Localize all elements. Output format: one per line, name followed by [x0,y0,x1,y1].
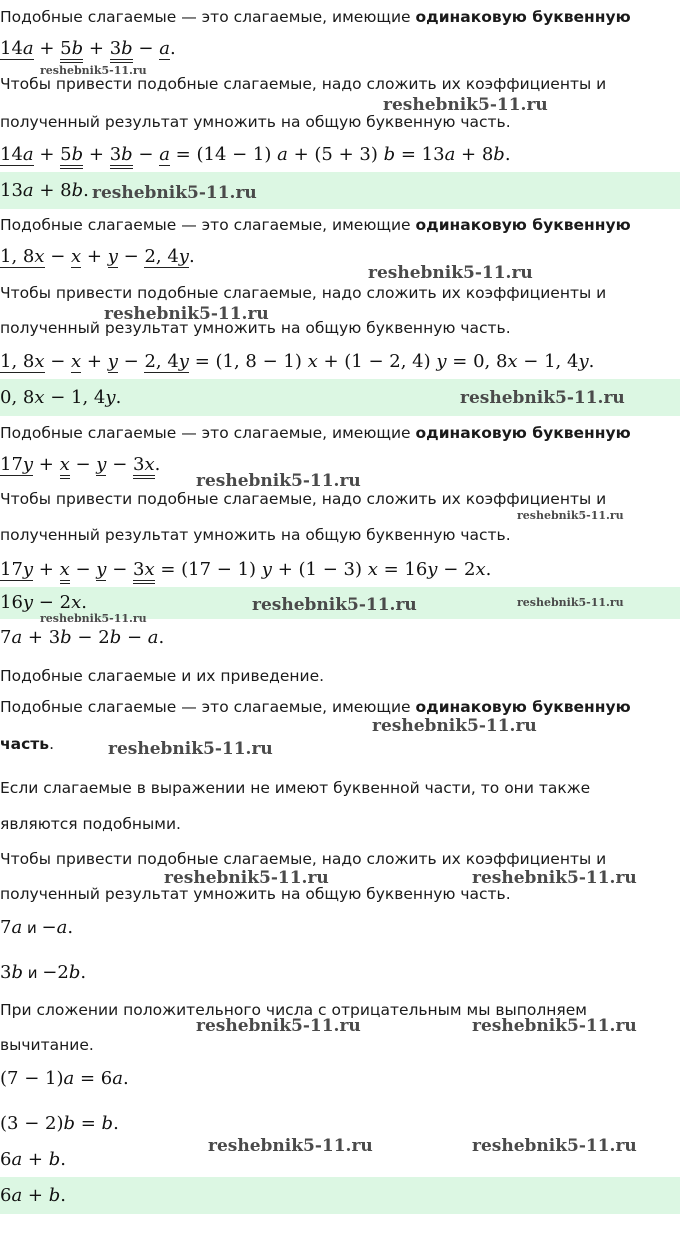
answer-box: 0, 8x − 1, 4y. [0,379,680,416]
expression: 1, 8x − x + y − 2, 4y. [0,246,195,267]
solution-expression: 17y + x − y − 3x = (17 − 1) y + (1 − 3) x = 16y − 2x. [0,557,680,583]
solution-expression: 1, 8x − x + y − 2, 4y = (1, 8 − 1) x + (1 − 2, 4) y = 0, 8x − 1, 4y. [0,351,595,372]
watermark: reshebnik5-11.ru [92,183,257,203]
expression: 14a + 5b + 3b − a. [0,36,680,62]
watermark: reshebnik5-11.ru [104,304,269,324]
watermark: reshebnik5-11.ru [368,263,533,283]
expression: 17y + x − y − 3x. [0,452,680,478]
watermark: reshebnik5-11.ru [252,595,417,615]
like-terms-pair-b: 3b и −2b. [0,962,87,983]
watermark: reshebnik5-11.ru [40,612,147,625]
rule-text-line2: полученный результат умножить на общую буквенную часть. [0,885,511,903]
definition-text: Подобные слагаемые — это слагаемые, имеющие одинаковую буквенную [0,216,631,234]
watermark: reshebnik5-11.ru [40,64,147,77]
definition-text: Подобные слагаемые — это слагаемые, имеющие одинаковую буквенную [0,698,631,716]
watermark: reshebnik5-11.ru [196,471,361,491]
watermark: reshebnik5-11.ru [517,509,624,522]
definition-text: Подобные слагаемые — это слагаемые, имеющие одинаковую буквенную [0,8,631,26]
watermark: reshebnik5-11.ru [472,1016,637,1036]
rule-text-line1: Чтобы привести подобные слагаемые, надо сложить их коэффициенты и [0,284,607,302]
watermark: reshebnik5-11.ru [472,868,637,888]
like-terms-pair-a: 7a и −a. [0,917,74,938]
calc-b: (3 − 2)b = b. [0,1113,119,1134]
rule-text-line1: Чтобы привести подобные слагаемые, надо сложить их коэффициенты и [0,850,607,868]
subtraction-note-line1: При сложении положительного числа с отрицательным мы выполняем [0,1001,587,1019]
note-text-line2: являются подобными. [0,815,181,833]
watermark: reshebnik5-11.ru [383,95,548,115]
watermark: reshebnik5-11.ru [472,1136,637,1156]
result-expression: 6a + b. [0,1149,66,1170]
answer-box: 13a + 8b. [0,172,680,209]
task-expression: 7a + 3b − 2b − a. [0,627,165,648]
watermark: reshebnik5-11.ru [517,596,624,609]
watermark: reshebnik5-11.ru [164,868,329,888]
calc-a: (7 − 1)a = 6a. [0,1068,129,1089]
watermark: reshebnik5-11.ru [196,1016,361,1036]
note-text-line1: Если слагаемые в выражении не имеют буквенной части, то они также [0,779,591,797]
rule-text-line1: Чтобы привести подобные слагаемые, надо сложить их коэффициенты и [0,490,607,508]
watermark: reshebnik5-11.ru [208,1136,373,1156]
rule-text-line1: Чтобы привести подобные слагаемые, надо сложить их коэффициенты и [0,75,607,93]
rule-text-line2: полученный результат умножить на общую буквенную часть. [0,319,511,337]
subtraction-note-line2: вычитание. [0,1036,94,1054]
answer-box: 16y − 2x. [0,587,680,619]
solution-expression: 14a + 5b + 3b − a = (14 − 1) a + (5 + 3) b = 13a + 8b. [0,142,680,168]
watermark: reshebnik5-11.ru [108,739,273,759]
watermark: reshebnik5-11.ru [372,716,537,736]
definition-text: Подобные слагаемые — это слагаемые, имеющие одинаковую буквенную [0,424,631,442]
watermark: reshebnik5-11.ru [460,388,625,408]
rule-text-line2: полученный результат умножить на общую буквенную часть. [0,113,511,131]
rule-text-line2: полученный результат умножить на общую буквенную часть. [0,526,511,544]
answer-box: 6a + b. [0,1177,680,1214]
definition-text-end: часть. [0,735,55,753]
section-heading: Подобные слагаемые и их приведение. [0,667,325,685]
